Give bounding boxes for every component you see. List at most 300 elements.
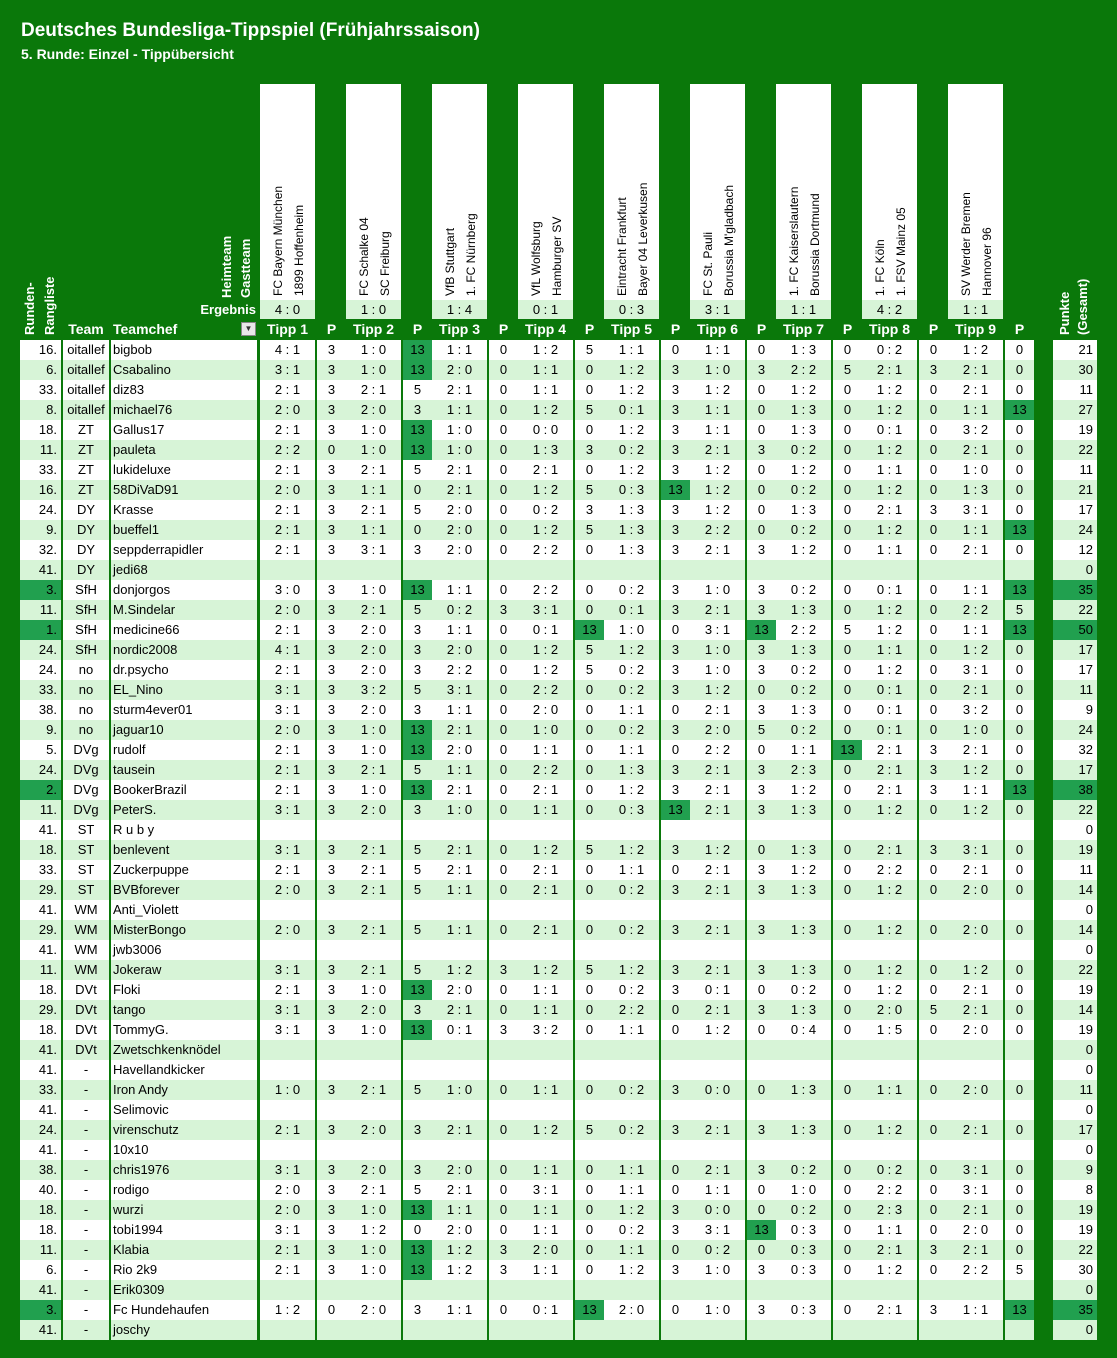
points-cell: 3 bbox=[489, 960, 518, 980]
tipp-cell: 2 : 1 bbox=[260, 540, 315, 560]
points-cell: 5 bbox=[403, 840, 432, 860]
tipp-cell: 2 : 2 bbox=[862, 860, 917, 880]
points-cell bbox=[833, 1320, 862, 1340]
points-cell bbox=[317, 1060, 346, 1080]
team-cell: ST bbox=[63, 840, 109, 860]
tipp-cell: 3 : 1 bbox=[432, 680, 487, 700]
points-cell: 0 bbox=[747, 480, 776, 500]
teamchef-cell: chris1976 bbox=[111, 1160, 257, 1180]
points-cell: 3 bbox=[747, 540, 776, 560]
tipp-cell: 2 : 0 bbox=[346, 1300, 401, 1320]
tipp-cell: 3 : 1 bbox=[948, 500, 1003, 520]
rank-cell: 41. bbox=[20, 1320, 61, 1340]
tipp-cell bbox=[518, 1280, 573, 1300]
tipp-cell: 0 : 2 bbox=[518, 500, 573, 520]
away-team-name: Borussia Dortmund bbox=[808, 193, 822, 296]
teamchef-cell: medicine66 bbox=[111, 620, 257, 640]
table-row bbox=[0, 840, 1117, 860]
points-cell bbox=[833, 1280, 862, 1300]
points-cell: 0 bbox=[833, 380, 862, 400]
tipp-cell: 1 : 0 bbox=[346, 740, 401, 760]
total-points-cell: 32 bbox=[1053, 740, 1097, 760]
team-cell: - bbox=[63, 1260, 109, 1280]
tipp-cell: 1 : 1 bbox=[346, 480, 401, 500]
team-cell: no bbox=[63, 660, 109, 680]
tipp-cell: 2 : 0 bbox=[260, 880, 315, 900]
points-cell: 3 bbox=[317, 340, 346, 360]
points-cell: 0 bbox=[489, 1200, 518, 1220]
points-cell: 0 bbox=[489, 400, 518, 420]
tipp-cell: 2 : 1 bbox=[346, 880, 401, 900]
tipp-cell: 1 : 2 bbox=[862, 600, 917, 620]
total-points-cell: 21 bbox=[1053, 340, 1097, 360]
tipp-cell: 2 : 1 bbox=[690, 700, 745, 720]
points-cell: 0 bbox=[833, 440, 862, 460]
points-cell: 0 bbox=[833, 800, 862, 820]
points-cell: 0 bbox=[1005, 700, 1034, 720]
tipp-cell: 3 : 1 bbox=[948, 1180, 1003, 1200]
points-cell: 0 bbox=[1005, 1180, 1034, 1200]
points-cell: 0 bbox=[919, 420, 948, 440]
total-points-cell: 19 bbox=[1053, 980, 1097, 1000]
tipp-cell: 1 : 0 bbox=[776, 1180, 831, 1200]
points-cell: 3 bbox=[403, 660, 432, 680]
points-cell: 3 bbox=[661, 540, 690, 560]
points-cell bbox=[317, 1100, 346, 1120]
col-header-points-9: P bbox=[1014, 321, 1025, 337]
tipp-cell: 2 : 1 bbox=[346, 380, 401, 400]
teamchef-cell: tango bbox=[111, 1000, 257, 1020]
tipp-cell: 2 : 1 bbox=[690, 1160, 745, 1180]
tipp-cell: 1 : 0 bbox=[948, 460, 1003, 480]
tipp-cell: 0 : 2 bbox=[604, 660, 659, 680]
tipp-cell bbox=[776, 1060, 831, 1080]
tipp-cell: 2 : 1 bbox=[948, 1000, 1003, 1020]
tipp-cell: 3 : 2 bbox=[948, 700, 1003, 720]
points-cell: 0 bbox=[1005, 1200, 1034, 1220]
tipp-cell: 0 : 2 bbox=[604, 720, 659, 740]
rank-cell: 9. bbox=[20, 520, 61, 540]
points-cell: 3 bbox=[403, 1000, 432, 1020]
tipp-cell: 0 : 2 bbox=[776, 440, 831, 460]
tipp-cell: 2 : 1 bbox=[690, 860, 745, 880]
tipp-cell: 0 : 2 bbox=[776, 980, 831, 1000]
points-cell: 3 bbox=[317, 420, 346, 440]
tipp-cell: 3 : 2 bbox=[948, 420, 1003, 440]
rank-cell: 18. bbox=[20, 840, 61, 860]
points-cell: 0 bbox=[1005, 1020, 1034, 1040]
points-cell bbox=[919, 900, 948, 920]
rank-cell: 41. bbox=[20, 1040, 61, 1060]
table-row bbox=[0, 380, 1117, 400]
tipp-cell: 1 : 1 bbox=[948, 580, 1003, 600]
points-cell bbox=[833, 1140, 862, 1160]
tipp-cell: 1 : 1 bbox=[518, 800, 573, 820]
tipp-cell: 2 : 0 bbox=[346, 1120, 401, 1140]
points-cell: 0 bbox=[833, 480, 862, 500]
points-cell: 0 bbox=[1005, 760, 1034, 780]
filter-dropdown-button[interactable]: ▼ bbox=[241, 322, 256, 336]
points-cell bbox=[575, 1280, 604, 1300]
table-row bbox=[0, 560, 1117, 580]
total-points-cell: 17 bbox=[1053, 500, 1097, 520]
points-cell: 3 bbox=[919, 360, 948, 380]
tipp-cell: 2 : 1 bbox=[346, 600, 401, 620]
tipp-cell: 2 : 2 bbox=[518, 540, 573, 560]
points-cell: 0 bbox=[833, 580, 862, 600]
points-cell bbox=[575, 1040, 604, 1060]
points-cell: 3 bbox=[575, 500, 604, 520]
tipp-cell bbox=[260, 820, 315, 840]
points-cell: 0 bbox=[833, 600, 862, 620]
tipp-cell: 1 : 2 bbox=[862, 960, 917, 980]
points-cell: 0 bbox=[1005, 1080, 1034, 1100]
table-row bbox=[0, 1060, 1117, 1080]
table-row bbox=[0, 620, 1117, 640]
points-cell bbox=[403, 1280, 432, 1300]
points-cell: 0 bbox=[489, 740, 518, 760]
tipp-cell: 0 : 2 bbox=[776, 480, 831, 500]
tipp-cell: 1 : 2 bbox=[518, 640, 573, 660]
tipp-cell bbox=[948, 1320, 1003, 1340]
points-cell: 3 bbox=[747, 700, 776, 720]
points-cell: 5 bbox=[403, 460, 432, 480]
match-header-7 bbox=[776, 84, 831, 300]
points-cell: 5 bbox=[403, 500, 432, 520]
points-cell: 0 bbox=[919, 460, 948, 480]
points-cell: 3 bbox=[661, 600, 690, 620]
points-cell: 3 bbox=[317, 580, 346, 600]
total-points-cell: 14 bbox=[1053, 880, 1097, 900]
tipp-cell: 1 : 0 bbox=[432, 1080, 487, 1100]
home-team-name: 1. FC Köln bbox=[873, 239, 887, 296]
points-cell: 3 bbox=[317, 880, 346, 900]
tipp-cell: 1 : 3 bbox=[604, 540, 659, 560]
tipp-cell bbox=[948, 560, 1003, 580]
col-header-tipp-8: Tipp 8 bbox=[869, 321, 910, 337]
tipp-cell: 1 : 0 bbox=[346, 580, 401, 600]
tipp-cell: 2 : 0 bbox=[948, 920, 1003, 940]
tipp-cell: 1 : 2 bbox=[604, 780, 659, 800]
tipp-cell bbox=[776, 1140, 831, 1160]
tipp-cell: 3 : 1 bbox=[260, 1020, 315, 1040]
table-row bbox=[0, 520, 1117, 540]
points-cell: 0 bbox=[747, 840, 776, 860]
tipp-cell: 0 : 2 bbox=[776, 580, 831, 600]
total-points-cell: 27 bbox=[1053, 400, 1097, 420]
points-cell: 5 bbox=[403, 880, 432, 900]
tipp-cell: 1 : 0 bbox=[690, 640, 745, 660]
points-cell: 5 bbox=[1005, 600, 1034, 620]
points-cell: 0 bbox=[1005, 680, 1034, 700]
points-cell: 5 bbox=[575, 840, 604, 860]
tipp-cell bbox=[518, 1060, 573, 1080]
points-cell bbox=[403, 940, 432, 960]
points-cell: 0 bbox=[489, 620, 518, 640]
tipp-cell bbox=[690, 1040, 745, 1060]
tipp-cell: 1 : 3 bbox=[604, 760, 659, 780]
tipp-cell: 2 : 0 bbox=[518, 1240, 573, 1260]
match-result-7: 1 : 1 bbox=[776, 300, 831, 319]
points-cell: 3 bbox=[317, 540, 346, 560]
tipp-cell bbox=[776, 940, 831, 960]
tipp-cell: 1 : 0 bbox=[432, 440, 487, 460]
tipp-cell: 1 : 3 bbox=[948, 480, 1003, 500]
points-cell bbox=[747, 1140, 776, 1160]
table-row bbox=[0, 360, 1117, 380]
team-cell: ZT bbox=[63, 480, 109, 500]
table-row bbox=[0, 800, 1117, 820]
rank-cell: 41. bbox=[20, 1100, 61, 1120]
team-cell: - bbox=[63, 1200, 109, 1220]
points-cell: 0 bbox=[747, 380, 776, 400]
rank-cell: 41. bbox=[20, 1140, 61, 1160]
team-cell: DY bbox=[63, 560, 109, 580]
team-cell: - bbox=[63, 1140, 109, 1160]
tipp-cell: 3 : 1 bbox=[260, 840, 315, 860]
col-header-points-3: P bbox=[498, 321, 509, 337]
points-cell: 13 bbox=[575, 1300, 604, 1320]
points-cell: 13 bbox=[403, 720, 432, 740]
tipp-cell: 2 : 1 bbox=[518, 460, 573, 480]
total-points-cell: 12 bbox=[1053, 540, 1097, 560]
tipp-cell bbox=[604, 1140, 659, 1160]
tipp-cell: 2 : 0 bbox=[260, 920, 315, 940]
points-cell: 3 bbox=[403, 800, 432, 820]
points-cell: 3 bbox=[403, 1120, 432, 1140]
points-cell: 0 bbox=[575, 740, 604, 760]
points-cell: 5 bbox=[575, 1120, 604, 1140]
points-cell: 0 bbox=[833, 920, 862, 940]
total-points-cell: 9 bbox=[1053, 1160, 1097, 1180]
points-cell: 0 bbox=[489, 580, 518, 600]
total-points-cell: 11 bbox=[1053, 460, 1097, 480]
points-cell: 0 bbox=[1005, 420, 1034, 440]
points-cell: 0 bbox=[489, 540, 518, 560]
points-cell: 0 bbox=[919, 1260, 948, 1280]
points-cell: 3 bbox=[919, 780, 948, 800]
points-cell bbox=[661, 1280, 690, 1300]
tipp-cell bbox=[948, 1100, 1003, 1120]
rank-cell: 6. bbox=[20, 1260, 61, 1280]
tipp-cell: 1 : 0 bbox=[346, 340, 401, 360]
points-cell: 0 bbox=[489, 460, 518, 480]
points-cell: 3 bbox=[403, 400, 432, 420]
rank-cell: 33. bbox=[20, 680, 61, 700]
teamchef-cell: diz83 bbox=[111, 380, 257, 400]
total-points-cell: 19 bbox=[1053, 1200, 1097, 1220]
table-row bbox=[0, 420, 1117, 440]
points-cell bbox=[403, 1100, 432, 1120]
tipp-cell: 1 : 2 bbox=[862, 380, 917, 400]
tipp-cell: 1 : 2 bbox=[518, 1120, 573, 1140]
total-points-cell: 0 bbox=[1053, 820, 1097, 840]
away-team-name: Borussia M'gladbach bbox=[722, 184, 736, 296]
tipp-cell: 2 : 1 bbox=[260, 620, 315, 640]
points-cell bbox=[1005, 1320, 1034, 1340]
points-cell: 0 bbox=[833, 1080, 862, 1100]
points-cell: 0 bbox=[833, 400, 862, 420]
table-row bbox=[0, 960, 1117, 980]
points-cell bbox=[403, 1320, 432, 1340]
teamchef-cell: virenschutz bbox=[111, 1120, 257, 1140]
tipp-cell: 1 : 2 bbox=[776, 860, 831, 880]
tipp-cell: 2 : 0 bbox=[690, 720, 745, 740]
tipp-cell: 3 : 1 bbox=[260, 1220, 315, 1240]
points-cell: 0 bbox=[489, 480, 518, 500]
tipp-cell bbox=[432, 820, 487, 840]
tipp-cell: 2 : 1 bbox=[260, 760, 315, 780]
team-cell: - bbox=[63, 1100, 109, 1120]
rank-cell: 41. bbox=[20, 1280, 61, 1300]
tipp-cell: 1 : 1 bbox=[948, 400, 1003, 420]
points-cell: 5 bbox=[575, 960, 604, 980]
tipp-cell: 3 : 1 bbox=[346, 540, 401, 560]
points-cell: 0 bbox=[575, 1200, 604, 1220]
teamchef-cell: Gallus17 bbox=[111, 420, 257, 440]
col-header-points-5: P bbox=[670, 321, 681, 337]
points-cell: 3 bbox=[403, 700, 432, 720]
points-cell: 5 bbox=[403, 1080, 432, 1100]
points-cell: 13 bbox=[1005, 1300, 1034, 1320]
points-cell: 0 bbox=[575, 920, 604, 940]
points-cell bbox=[833, 900, 862, 920]
points-cell bbox=[661, 820, 690, 840]
total-points-cell: 11 bbox=[1053, 860, 1097, 880]
points-cell bbox=[489, 900, 518, 920]
teamchef-cell: Selimovic bbox=[111, 1100, 257, 1120]
total-points-cell: 0 bbox=[1053, 1320, 1097, 1340]
tipp-cell bbox=[346, 1100, 401, 1120]
teamchef-cell: bigbob bbox=[111, 340, 257, 360]
points-cell: 3 bbox=[317, 960, 346, 980]
points-cell bbox=[489, 560, 518, 580]
points-cell: 13 bbox=[403, 340, 432, 360]
team-cell: SfH bbox=[63, 640, 109, 660]
table-row bbox=[0, 740, 1117, 760]
tipp-cell: 2 : 1 bbox=[862, 840, 917, 860]
points-cell: 13 bbox=[661, 800, 690, 820]
points-cell: 3 bbox=[317, 860, 346, 880]
points-cell: 0 bbox=[833, 780, 862, 800]
team-cell: ZT bbox=[63, 420, 109, 440]
tipp-cell: 1 : 2 bbox=[604, 1200, 659, 1220]
team-cell: oitallef bbox=[63, 360, 109, 380]
points-cell: 0 bbox=[833, 1300, 862, 1320]
tipp-cell bbox=[432, 940, 487, 960]
tipp-cell: 1 : 1 bbox=[432, 1300, 487, 1320]
tipp-cell: 2 : 1 bbox=[862, 1240, 917, 1260]
tipp-cell: 0 : 2 bbox=[604, 1120, 659, 1140]
total-points-cell: 17 bbox=[1053, 640, 1097, 660]
points-cell: 3 bbox=[489, 1260, 518, 1280]
points-cell bbox=[317, 1140, 346, 1160]
points-cell: 3 bbox=[747, 1300, 776, 1320]
tipp-cell: 1 : 2 bbox=[518, 340, 573, 360]
tipp-cell: 1 : 0 bbox=[518, 720, 573, 740]
points-cell: 0 bbox=[1005, 460, 1034, 480]
points-cell: 0 bbox=[661, 1160, 690, 1180]
tipp-cell: 1 : 1 bbox=[948, 780, 1003, 800]
tipp-cell: 1 : 2 bbox=[518, 660, 573, 680]
tipp-cell: 1 : 2 bbox=[862, 480, 917, 500]
tipp-cell: 2 : 1 bbox=[346, 500, 401, 520]
tipp-cell bbox=[604, 1040, 659, 1060]
tipp-cell bbox=[604, 1320, 659, 1340]
points-cell: 3 bbox=[747, 800, 776, 820]
table-row bbox=[0, 500, 1117, 520]
tipp-cell: 2 : 2 bbox=[948, 1260, 1003, 1280]
teamchef-cell: Fc Hundehaufen bbox=[111, 1300, 257, 1320]
points-cell: 5 bbox=[1005, 1260, 1034, 1280]
rank-cell: 32. bbox=[20, 540, 61, 560]
points-cell: 0 bbox=[747, 980, 776, 1000]
points-cell: 0 bbox=[919, 1200, 948, 1220]
tipp-cell: 0 : 2 bbox=[604, 440, 659, 460]
tipp-cell: 1 : 1 bbox=[862, 1080, 917, 1100]
table-row bbox=[0, 1300, 1117, 1320]
points-cell: 0 bbox=[747, 1200, 776, 1220]
tipp-cell: 1 : 0 bbox=[346, 720, 401, 740]
table-row bbox=[0, 1000, 1117, 1020]
tipp-cell: 1 : 2 bbox=[604, 640, 659, 660]
rank-cell: 41. bbox=[20, 560, 61, 580]
points-cell: 0 bbox=[575, 720, 604, 740]
points-cell: 5 bbox=[575, 660, 604, 680]
tipp-cell bbox=[862, 1320, 917, 1340]
points-cell: 0 bbox=[747, 460, 776, 480]
tipp-cell: 0 : 2 bbox=[690, 1240, 745, 1260]
tipp-cell: 2 : 1 bbox=[690, 440, 745, 460]
points-cell: 0 bbox=[489, 640, 518, 660]
tipp-cell: 2 : 1 bbox=[346, 460, 401, 480]
tipp-cell: 1 : 2 bbox=[690, 380, 745, 400]
tipp-cell bbox=[776, 1320, 831, 1340]
tipp-cell: 0 : 2 bbox=[604, 920, 659, 940]
tipp-cell bbox=[776, 820, 831, 840]
team-cell: - bbox=[63, 1180, 109, 1200]
tipp-cell: 3 : 0 bbox=[260, 580, 315, 600]
points-cell: 0 bbox=[317, 1300, 346, 1320]
tipp-cell: 0 : 4 bbox=[776, 1020, 831, 1040]
points-cell: 0 bbox=[1005, 440, 1034, 460]
points-cell: 0 bbox=[833, 1260, 862, 1280]
points-cell: 0 bbox=[489, 700, 518, 720]
tipp-cell: 1 : 2 bbox=[862, 660, 917, 680]
rank-cell: 41. bbox=[20, 1060, 61, 1080]
tipp-cell: 2 : 0 bbox=[346, 1000, 401, 1020]
tipp-cell: 2 : 1 bbox=[690, 760, 745, 780]
tipp-cell: 1 : 2 bbox=[690, 460, 745, 480]
tipp-cell bbox=[862, 1100, 917, 1120]
points-cell: 13 bbox=[403, 440, 432, 460]
team-cell: ZT bbox=[63, 440, 109, 460]
tipp-cell: 2 : 2 bbox=[862, 1180, 917, 1200]
points-cell: 0 bbox=[833, 1000, 862, 1020]
tipp-cell: 1 : 1 bbox=[518, 740, 573, 760]
points-cell bbox=[403, 1060, 432, 1080]
table-row bbox=[0, 880, 1117, 900]
rank-cell: 16. bbox=[20, 340, 61, 360]
tipp-cell: 2 : 1 bbox=[948, 980, 1003, 1000]
rank-cell: 11. bbox=[20, 1240, 61, 1260]
tipp-cell: 1 : 0 bbox=[690, 580, 745, 600]
tipp-cell: 2 : 1 bbox=[260, 860, 315, 880]
total-points-cell: 22 bbox=[1053, 440, 1097, 460]
table-row bbox=[0, 760, 1117, 780]
points-cell: 0 bbox=[833, 660, 862, 680]
points-cell: 0 bbox=[833, 960, 862, 980]
